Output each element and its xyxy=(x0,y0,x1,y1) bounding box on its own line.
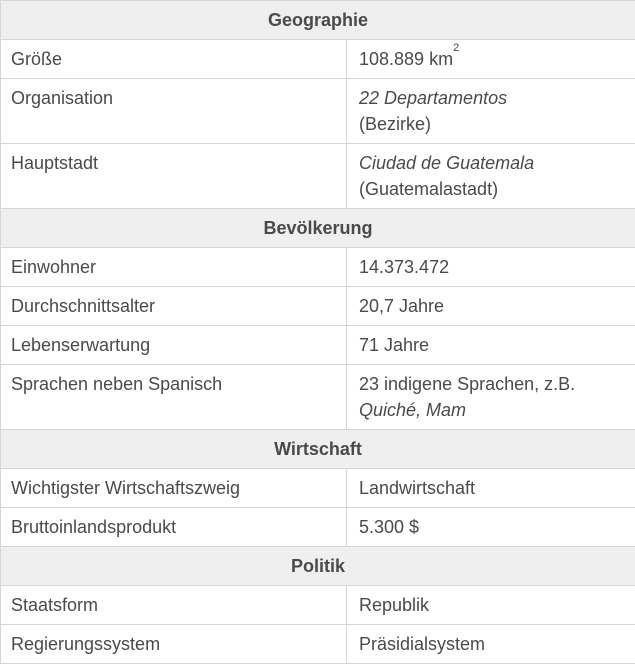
section-header-row xyxy=(1,209,635,248)
row-value: Landwirtschaft xyxy=(347,469,635,508)
row-value xyxy=(347,40,635,79)
table-row xyxy=(1,508,635,547)
row-label: Staatsform xyxy=(1,586,347,625)
section-header-row xyxy=(1,430,635,469)
value-italic: 22 Departamentos xyxy=(359,88,507,108)
row-label: Lebenserwartung xyxy=(1,326,347,365)
section-title-wirtschaft: Wirtschaft xyxy=(1,430,635,469)
row-label: Regierungssystem xyxy=(1,625,347,664)
table-row xyxy=(1,365,635,430)
table-row xyxy=(1,326,635,365)
row-label: Organisation xyxy=(1,79,347,144)
row-value: Präsidialsystem xyxy=(347,625,635,664)
table-row xyxy=(1,469,635,508)
value-line1: 23 indigene Sprachen, z.B. xyxy=(359,374,575,394)
row-value: Republik xyxy=(347,586,635,625)
table-row xyxy=(1,287,635,326)
value-line2: (Guatemalastadt) xyxy=(359,179,498,199)
row-label: Einwohner xyxy=(1,248,347,287)
row-label: Bruttoinlandsprodukt xyxy=(1,508,347,547)
row-value: 5.300 $ xyxy=(347,508,635,547)
value-italic: Ciudad de Guatemala xyxy=(359,153,534,173)
row-label: Sprachen neben Spanisch xyxy=(1,365,347,430)
row-label: Wichtigster Wirtschaftszweig xyxy=(1,469,347,508)
section-title-politik: Politik xyxy=(1,547,635,586)
area-value: 108.889 km xyxy=(359,49,453,69)
row-label: Größe xyxy=(1,40,347,79)
row-value xyxy=(347,79,635,144)
table-row xyxy=(1,40,635,79)
row-value: 20,7 Jahre xyxy=(347,287,635,326)
row-label: Durchschnittsalter xyxy=(1,287,347,326)
row-value: 14.373.472 xyxy=(347,248,635,287)
section-title-geographie: Geographie xyxy=(1,1,635,40)
area-unit-exponent: 2 xyxy=(453,42,459,54)
section-header-row xyxy=(1,547,635,586)
value-italic: Quiché, Mam xyxy=(359,400,466,420)
value-line2: (Bezirke) xyxy=(359,114,431,134)
table-row xyxy=(1,79,635,144)
row-value: 71 Jahre xyxy=(347,326,635,365)
table-row xyxy=(1,144,635,209)
table-row xyxy=(1,248,635,287)
row-value xyxy=(347,365,635,430)
section-title-bevoelkerung: Bevölkerung xyxy=(1,209,635,248)
section-header-row xyxy=(1,1,635,40)
table-row xyxy=(1,586,635,625)
row-value xyxy=(347,144,635,209)
table-row xyxy=(1,625,635,664)
row-label: Hauptstadt xyxy=(1,144,347,209)
